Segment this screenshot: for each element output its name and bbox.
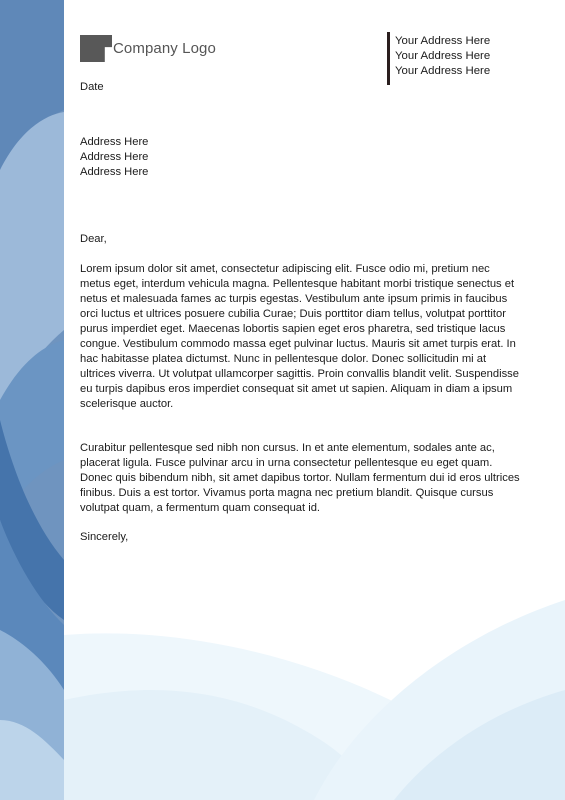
recipient-address-line: Address Here [80, 166, 149, 178]
recipient-address-block [80, 135, 148, 180]
closing: Sincerely, [80, 531, 129, 543]
logo-mark-icon [80, 35, 112, 62]
recipient-address-line: Address Here [80, 136, 149, 148]
sender-address-line: Your Address Here [395, 50, 491, 62]
bottom-decorative-swoosh [64, 580, 565, 800]
company-logo [80, 35, 216, 62]
left-decorative-band [0, 0, 64, 800]
logo-text: Company Logo [113, 40, 216, 57]
salutation: Dear, [80, 233, 107, 245]
body-paragraph-1 [80, 262, 520, 412]
sender-address-block [387, 32, 490, 85]
body-paragraph-text: Lorem ipsum dolor sit amet, consectetur adipiscing elit. Fusce odio mi, pretium nec metus eget, interdum vehicula magna. Pellentesque habitant morbi tristique senectus et netus et malesuada fames ac turpis egestas. Vestibulum ante ipsum primis in faucibus orci luctus et ultrices posuere cubilia Curae; Duis porttitor diam tellus, volutpat porttitor purus imperdiet eget. Maecenas lobortis sapien eget eros pharetra, sed tristique lacus congue. Vestibulum commodo massa eget pulvinar luctus. Mauris sit amet turpis erat. In hac habitasse platea dictumst. Nunc in pellentesque dolor. Donec sollicitudin mi at ultrices viverra. Ut volutpat ullamcorper sagittis. Proin convallis blandit velit. Suspendisse eu turpis dapibus eros imperdiet consequat sit amet ut sapien. Aliquam in diam a ipsum scelerisque auctor. [80, 263, 519, 410]
body-paragraph-2 [80, 441, 520, 516]
swoosh-graphic [64, 580, 565, 800]
sender-address-line: Your Address Here [395, 65, 491, 77]
body-paragraph-text: Curabitur pellentesque sed nibh non cursus. In et ante elementum, sodales ante ac, placerat ligula. Fusce pulvinar arcu in urna consectetur pellentesque eu eget quam. Donec quis bibendum nibh, sit amet dapibus tortor. Nullam fermentum dui id eros ultrices finibus. Duis a est tortor. Vivamus porta magna nec pretium blandit. Quisque cursus volutpat quam, a fermentum quam consequat id. [80, 442, 520, 514]
date-label: Date [80, 81, 104, 93]
recipient-address-line: Address Here [80, 151, 149, 163]
band-wave-graphic [0, 0, 64, 800]
sender-address-line: Your Address Here [395, 35, 491, 47]
